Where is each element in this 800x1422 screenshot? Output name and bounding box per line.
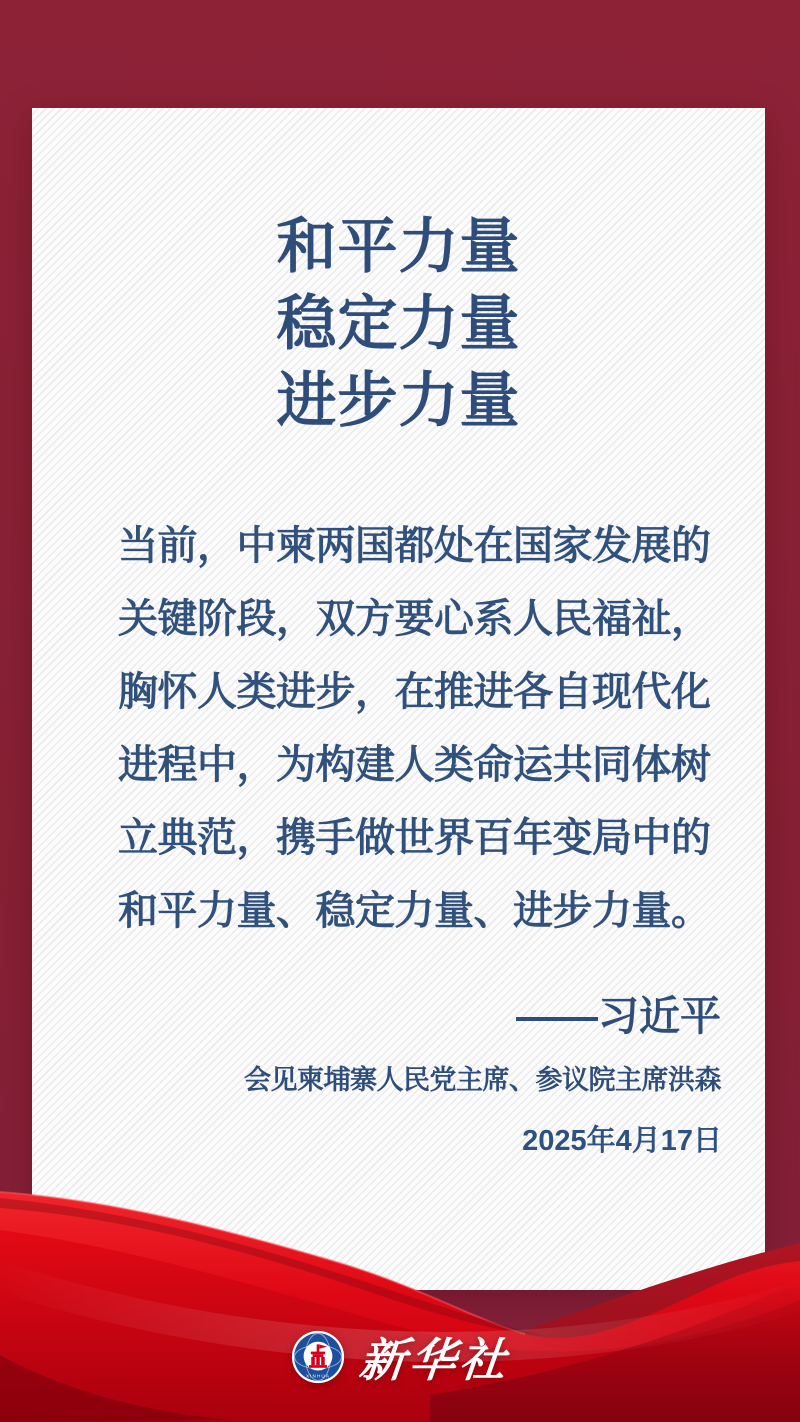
quote-attribution: ——习近平 [516, 993, 721, 1039]
xinhua-logo [0, 1326, 800, 1388]
title-line-2: 稳定力量 [276, 290, 521, 357]
agency-name: 新华社 [356, 1334, 512, 1386]
quote-card [32, 108, 765, 1290]
quote-occasion: 会见柬埔寨人民党主席、参议院主席洪森 [244, 1065, 721, 1095]
title-line-3: 进步力量 [276, 367, 521, 434]
title-line-1: 和平力量 [276, 213, 521, 280]
quote-body-line: 胸怀人类进步，在推进各自现代化 [118, 670, 711, 714]
xinhua-emblem-icon [291, 1330, 345, 1384]
quote-body-line: 和平力量、稳定力量、进步力量。 [118, 889, 711, 933]
emblem-caption: XINHUA [305, 1373, 330, 1379]
quote-body-line: 当前，中柬两国都处在国家发展的 [118, 524, 711, 568]
quote-body-line: 立典范，携手做世界百年变局中的 [118, 816, 711, 860]
quote-date: 2025年4月17日 [522, 1125, 722, 1157]
poster-title [32, 208, 765, 439]
quote-body-line: 关键阶段，双方要心系人民福祉， [118, 597, 711, 641]
quote-body-line: 进程中，为构建人类命运共同体树 [118, 743, 711, 787]
quote-body [118, 510, 728, 948]
